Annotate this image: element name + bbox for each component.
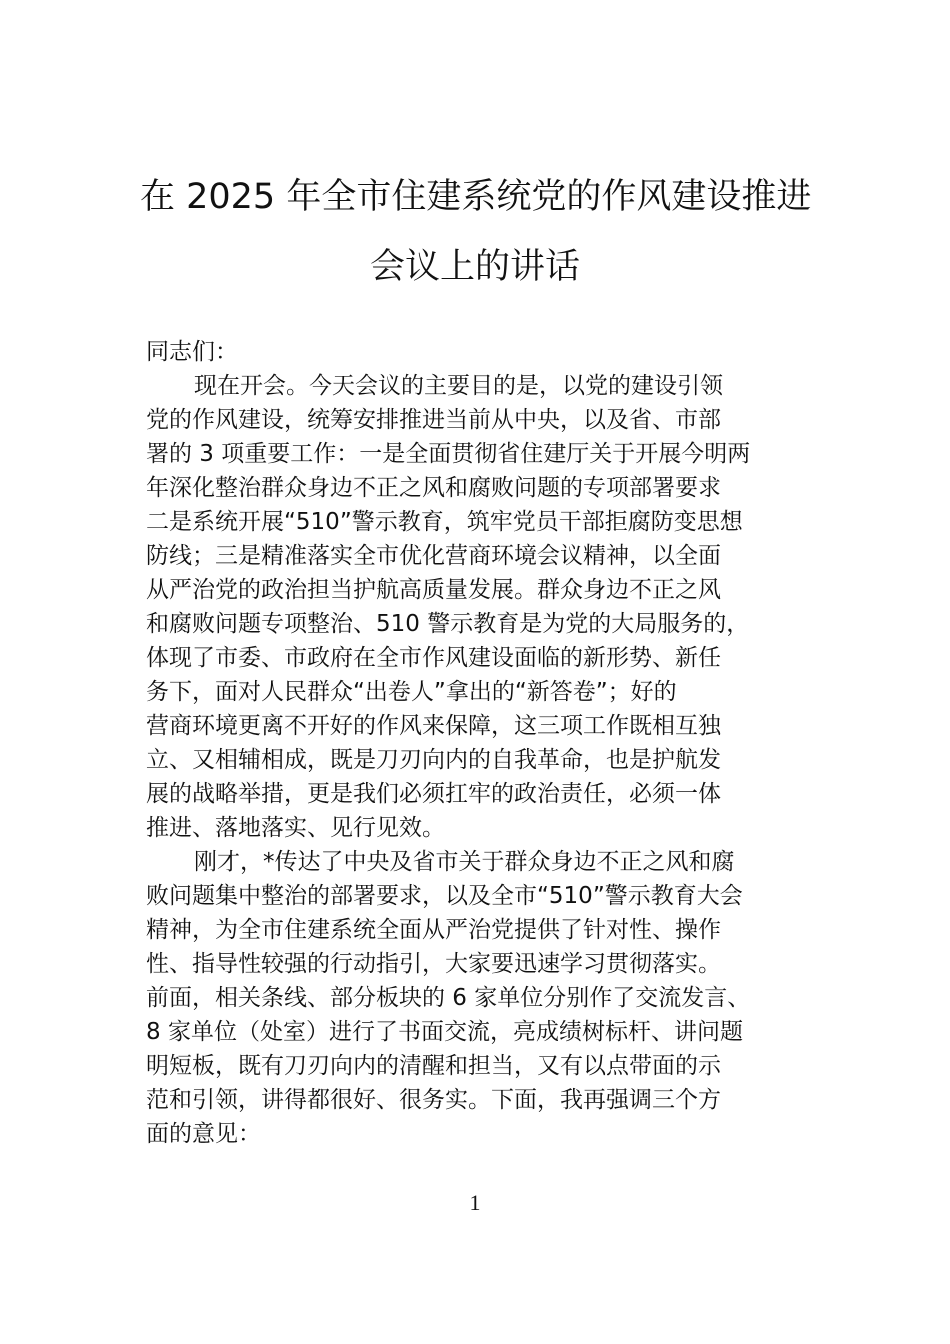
paragraph-line: 范和引领，讲得都很好、很务实。下面，我再强调三个方 <box>146 1087 721 1113</box>
paragraph-line: 明短板，既有刀刃向内的清醒和担当，又有以点带面的示 <box>146 1053 721 1079</box>
paragraph-line: 前面，相关条线、部分板块的 6 家单位分别作了交流发言、 <box>146 985 751 1011</box>
paragraph-line: 刚才，*传达了中央及省市关于群众身边不正之风和腐 <box>194 849 735 875</box>
paragraph-line: 营商环境更离不开好的作风来保障，这三项工作既相互独 <box>146 713 721 739</box>
paragraph-line: 展的战略举措，更是我们必须扛牢的政治责任，必须一体 <box>146 781 721 807</box>
paragraph-line: 体现了市委、市政府在全市作风建设面临的新形势、新任 <box>146 645 721 671</box>
paragraph-line: 年深化整治群众身边不正之风和腐败问题的专项部署要求 <box>146 475 721 501</box>
paragraph-line: 性、指导性较强的行动指引，大家要迅速学习贯彻落实。 <box>146 951 721 977</box>
paragraph-line: 精神，为全市住建系统全面从严治党提供了针对性、操作 <box>146 917 721 943</box>
paragraph-line: 面的意见： <box>146 1121 261 1147</box>
paragraph-line: 和腐败问题专项整治、510 警示教育是为党的大局服务的， <box>146 611 750 637</box>
salutation: 同志们： <box>146 339 238 365</box>
paragraph-line: 二是系统开展“510”警示教育，筑牢党员干部拒腐防变思想 <box>146 509 743 535</box>
paragraph-line: 推进、落地落实、见行见效。 <box>146 815 445 841</box>
paragraph-line: 立、又相辅相成，既是刀刃向内的自我革命，也是护航发 <box>146 747 721 773</box>
paragraph-line: 党的作风建设，统筹安排推进当前从中央，以及省、市部 <box>146 407 721 433</box>
paragraph-line: 署的 3 项重要工作：一是全面贯彻省住建厅关于开展今明两 <box>146 441 751 467</box>
document-body <box>146 335 810 1151</box>
paragraph-line: 现在开会。今天会议的主要目的是，以党的建设引领 <box>194 373 723 399</box>
paragraph-line: 8 家单位（处室）进行了书面交流，亮成绩树标杆、讲问题 <box>146 1019 743 1045</box>
title-line: 会议上的讲话 <box>369 247 580 287</box>
paragraph-line: 从严治党的政治担当护航高质量发展。群众身边不正之风 <box>146 577 721 603</box>
paragraph-line: 务下，面对人民群众“出卷人”拿出的“新答卷”；好的 <box>146 679 677 705</box>
document-title <box>140 162 810 302</box>
page-number: 1 <box>469 1190 481 1215</box>
paragraph-line: 败问题集中整治的部署要求，以及全市“510”警示教育大会 <box>146 883 743 909</box>
paragraph-line: 防线；三是精准落实全市优化营商环境会议精神，以全面 <box>146 543 721 569</box>
title-line: 在 2025 年全市住建系统党的作风建设推进 <box>140 177 812 217</box>
